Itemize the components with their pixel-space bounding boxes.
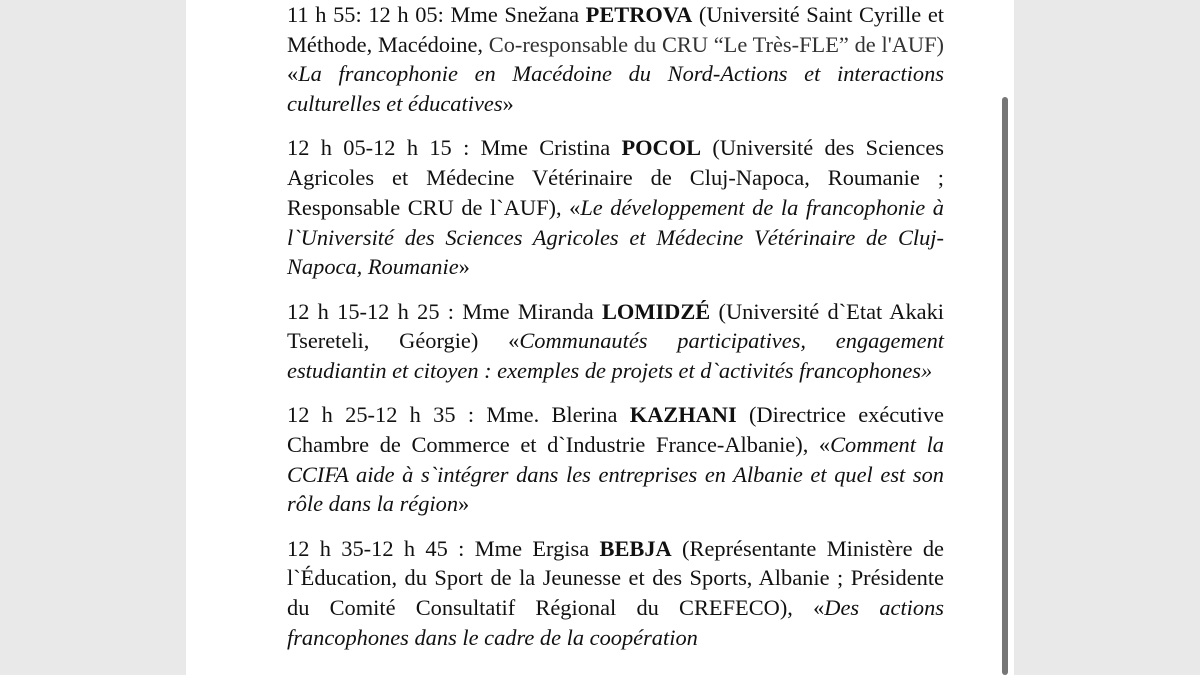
close-quote: » xyxy=(502,91,514,117)
close-quote: » xyxy=(458,254,470,280)
speaker-affiliation: (Directrice exécutive Chambre de Commerce et d`Industrie France-Albanie), « xyxy=(287,402,944,457)
talk-title: Le développement de la francophonie à l`Université des Sciences Agricoles et Médecine Vétérinaire de Cluj-Napoca, Roumanie xyxy=(287,194,944,280)
entry-time-speaker: 12 h 35-12 h 45 : Mme Ergisa xyxy=(287,535,600,561)
entry-time-speaker: 12 h 15-12 h 25 : Mme Miranda xyxy=(287,298,602,324)
talk-title: Comment la CCIFA aide à s`intégrer dans les entreprises en Albanie et quel est son rôle dans la région xyxy=(287,431,944,517)
speaker-affiliation: (Université des Sciences Agricoles et Médecine Vétérinaire de Cluj-Napoca, Roumanie ; Responsable CRU de l`AUF), « xyxy=(287,135,945,220)
speaker-affiliation: (Représentante Ministère de l`Éducation, du Sport de la Jeunesse et des Sports, Albanie ; Présidente du Comité Consultatif Régional du CREFECO), « xyxy=(287,535,944,621)
speaker-surname: PETROVA xyxy=(585,2,693,27)
speaker-role: Co-responsable du CRU “Le Très-FLE” de l'AUF) xyxy=(488,31,944,57)
page-content xyxy=(287,0,944,667)
program-entry-bebja xyxy=(287,534,944,653)
speaker-affiliation: (Université d`Etat Akaki Tsereteli, Géorgie) « xyxy=(287,298,944,354)
entry-time-speaker: 12 h 25-12 h 35 : Mme. Blerina xyxy=(287,402,630,428)
program-entry-petrova xyxy=(287,0,944,119)
entry-time-speaker: 12 h 05-12 h 15 : Mme Cristina xyxy=(287,135,622,161)
speaker-affiliation: (Université Saint Cyrille et Méthode, Macédoine, xyxy=(287,2,944,57)
program-entry-pocol xyxy=(287,133,944,282)
talk-title: La francophonie en Macédoine du Nord-Actions et interactions culturelles et éducatives xyxy=(287,61,944,117)
close-quote: » xyxy=(458,491,470,517)
program-entry-lomidze xyxy=(287,297,944,386)
talk-title: Communautés participatives, engagement estudiantin et citoyen : exemples de projets et d`activités francophones» xyxy=(287,328,944,383)
talk-title: Des actions francophones dans le cadre de la coopération xyxy=(287,595,944,650)
open-quote: « xyxy=(287,61,299,87)
entry-time-speaker: 11 h 55: 12 h 05: Mme Snežana xyxy=(287,2,586,27)
speaker-surname: KAZHANI xyxy=(629,402,737,428)
speaker-surname: LOMIDZÉ xyxy=(601,298,711,324)
scrollbar-thumb[interactable] xyxy=(1002,97,1008,675)
speaker-surname: BEBJA xyxy=(599,535,672,561)
program-entry-kazhani xyxy=(287,400,944,519)
document-page xyxy=(186,0,1014,675)
speaker-surname: POCOL xyxy=(621,135,702,161)
